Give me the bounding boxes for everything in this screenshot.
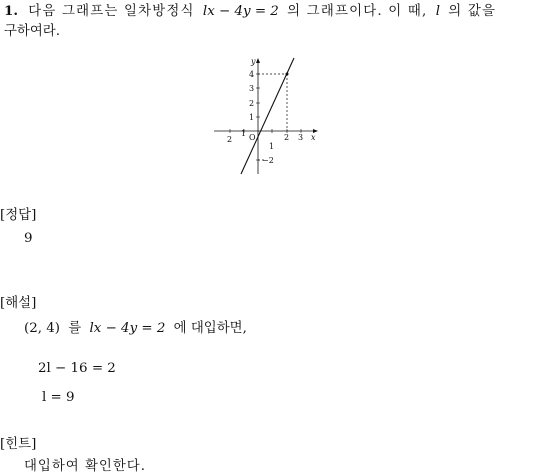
explanation-step-2: l = 9	[42, 390, 75, 405]
answer-value: 9	[24, 231, 33, 246]
line-graph	[210, 56, 322, 178]
x-tick-label-neg2: 2	[227, 135, 233, 144]
x-tick-label-3: 3	[298, 133, 304, 142]
y-tick-label-2: 2	[249, 99, 255, 108]
y-axis-arrow	[256, 58, 260, 63]
explanation-word: 를	[68, 321, 82, 336]
problem-variable: l	[435, 4, 441, 19]
x-axis-label: x	[311, 133, 316, 142]
problem-line-1	[4, 0, 496, 23]
hint-heading: [힌트]	[0, 437, 37, 452]
problem-text-tail: 의 값을	[448, 4, 497, 19]
explanation-step-1: 2l − 16 = 2	[38, 361, 116, 376]
x-tick-label-2: 2	[284, 133, 290, 142]
y-tick-label-4: 4	[249, 70, 255, 79]
explanation-tail: 에 대입하면,	[173, 321, 247, 336]
answer-heading: [정답]	[0, 208, 37, 223]
explanation-point: (2, 4)	[24, 321, 61, 336]
explanation-heading: [해설]	[0, 296, 37, 311]
problem-line-2: 구하여라.	[4, 24, 60, 39]
x-tick-label-1: 1	[269, 142, 275, 151]
explanation-equation: lx − 4y = 2	[89, 321, 166, 336]
x-tick-label-neg1: 1	[241, 129, 247, 138]
y-axis-label: y	[251, 57, 256, 66]
origin-label: O	[249, 133, 256, 142]
explanation-line-1	[24, 317, 247, 336]
point-2-4	[286, 73, 289, 76]
problem-text-post: 의 그래프이다. 이 때,	[287, 4, 428, 19]
y-tick-label-neg2: −2	[262, 156, 274, 165]
hint-text: 대입하여 확인한다.	[24, 459, 146, 474]
problem-text-pre: 다음 그래프는 일차방정식	[28, 4, 195, 19]
problem-number: 1.	[4, 3, 18, 19]
y-tick-label-1: 1	[249, 113, 255, 122]
y-tick-label-3: 3	[249, 84, 255, 93]
problem-equation: lx − 4y = 2	[202, 4, 279, 19]
